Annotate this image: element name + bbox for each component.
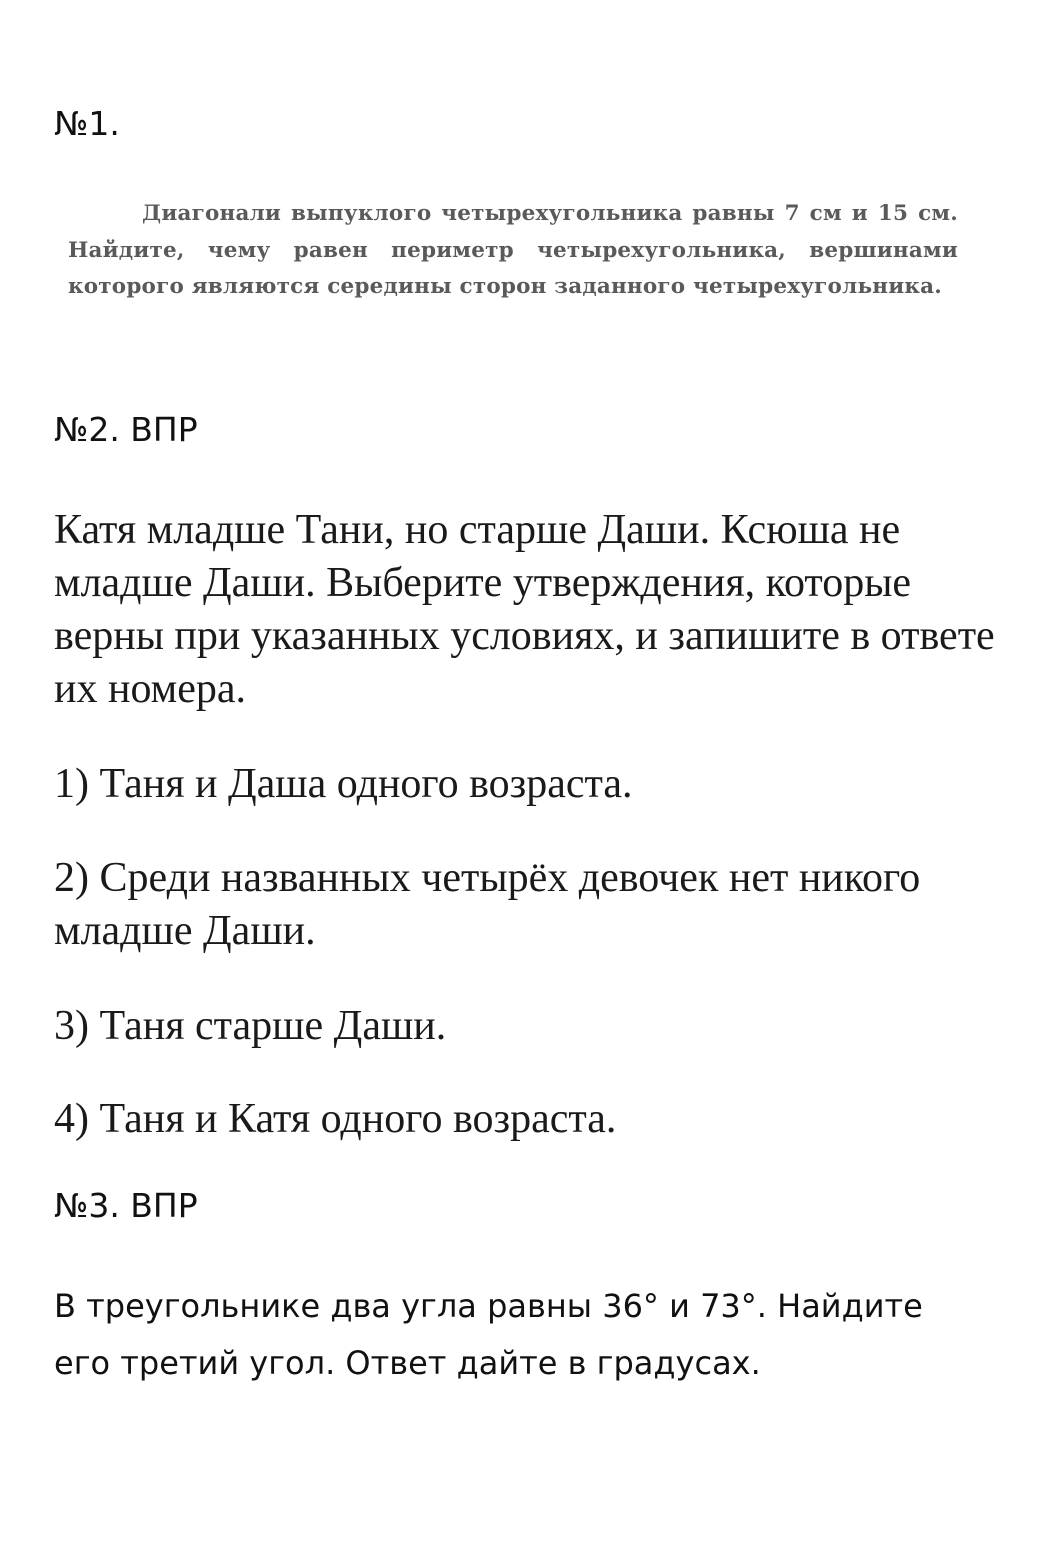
task-3-heading: №3. ВПР <box>54 1186 198 1225</box>
task-3-text: В треугольнике два угла равны 36° и 73°. Найдите его третий угол. Ответ дайте в градусах. <box>54 1287 923 1382</box>
task-1-scanned-text: Диагонали выпуклого четырехугольника равны 7 см и 15 см. Найдите, чему равен периметр четырехугольника, вершинами которого являются середины сторон заданного четырехугольника. <box>68 201 958 299</box>
task-2-option-3: 3) Таня старше Даши. <box>54 1003 447 1049</box>
task-2-option-2: 2) Среди названных четырёх девочек нет никого младше Даши. <box>54 855 921 954</box>
task-2-intro: Катя младше Тани, но старше Даши. Ксюша не младше Даши. Выберите утверждения, которые верны при указанных условиях, и запишите в ответе их номера. <box>54 507 995 712</box>
task-2-option-4: 4) Таня и Катя одного возраста. <box>54 1096 617 1142</box>
task-1-heading: №1. <box>54 104 120 143</box>
task-2-heading: №2. ВПР <box>54 410 198 449</box>
task-2-option-1: 1) Таня и Даша одного возраста. <box>54 761 633 807</box>
